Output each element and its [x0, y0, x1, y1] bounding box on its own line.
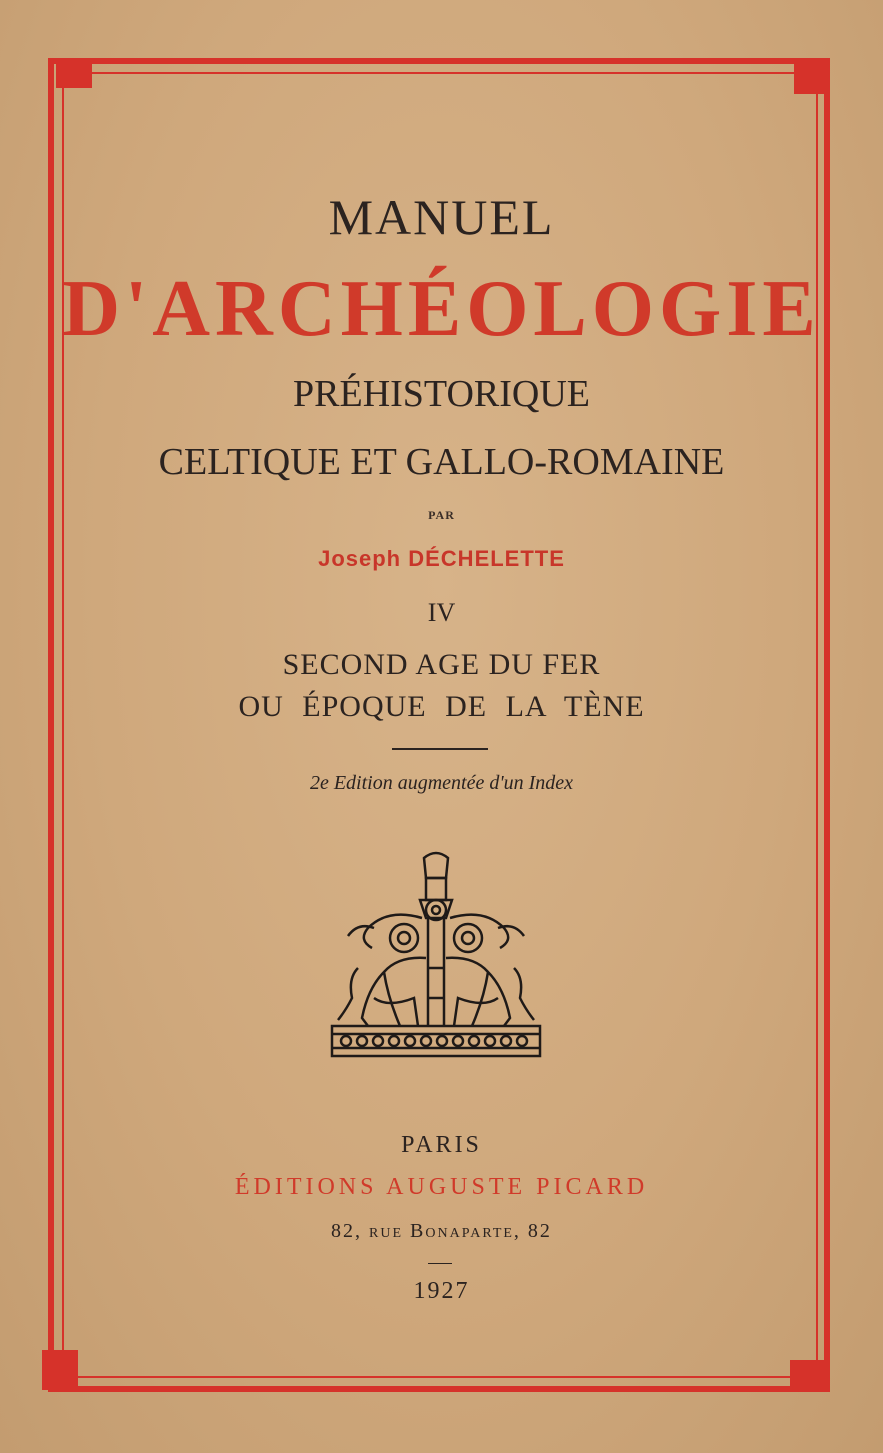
divider-rule	[392, 748, 488, 750]
frame-corner-bottom-left	[42, 1350, 78, 1390]
title-line-1: MANUEL	[328, 189, 555, 245]
small-ornament-rule	[428, 1263, 452, 1264]
frame-corner-bottom-right	[790, 1360, 826, 1390]
frame-corner-top-right	[794, 64, 830, 94]
by-label: PAR	[428, 508, 455, 522]
frame-corner-top-left	[56, 58, 92, 88]
volume-number: IV	[427, 598, 456, 627]
volume-title-line-1: SECOND AGE DU FER	[282, 648, 601, 681]
title-line-2: D'ARCHÉOLOGIE	[62, 265, 821, 353]
publisher-city: PARIS	[401, 1132, 482, 1158]
subtitle-line-2: CELTIQUE ET GALLO-ROMAINE	[158, 441, 725, 483]
author-name: Joseph DÉCHELETTE	[318, 546, 565, 571]
publisher-emblem-icon	[328, 848, 544, 1064]
subtitle-line-1: PRÉHISTORIQUE	[293, 373, 590, 415]
edition-note: 2e Edition augmentée d'un Index	[309, 772, 574, 794]
volume-title-line-2: OU ÉPOQUE DE LA TÈNE	[238, 690, 645, 723]
publisher-address: 82, rue Bonaparte, 82	[331, 1220, 552, 1242]
publisher-name: ÉDITIONS AUGUSTE PICARD	[234, 1174, 649, 1200]
publication-year: 1927	[413, 1278, 470, 1304]
